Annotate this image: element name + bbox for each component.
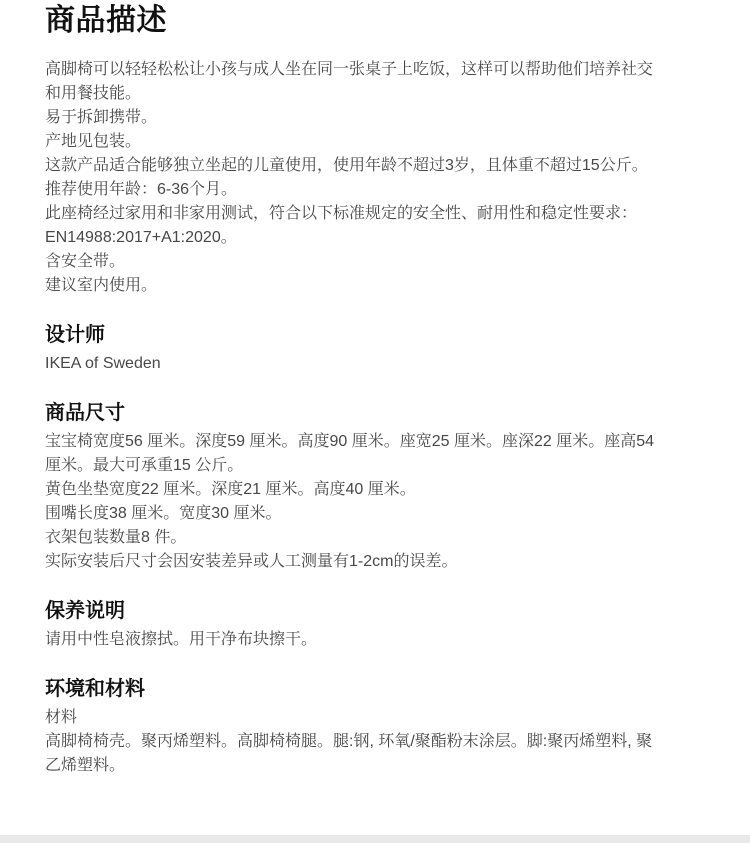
materials-heading: 环境和材料 bbox=[45, 678, 145, 700]
description-line: 建议室内使用。 bbox=[45, 277, 158, 294]
section-divider bbox=[0, 835, 750, 843]
description-line: 这款产品适合能够独立坐起的儿童使用，使用年龄不超过3岁，且体重不超过15公斤。 bbox=[45, 157, 648, 174]
materials-label: 材料 bbox=[45, 709, 78, 726]
description-line: 高脚椅可以轻轻松松让小孩与成人坐在同一张桌子上吃饭，这样可以帮助他们培养社交和用餐技能。 bbox=[45, 61, 654, 102]
description-line: 产地见包装。 bbox=[45, 133, 142, 150]
description-line: 含安全带。 bbox=[45, 253, 126, 270]
dimension-line: 围嘴长度38 厘米。宽度30 厘米。 bbox=[45, 505, 282, 522]
description-line: 易于拆卸携带。 bbox=[45, 109, 158, 126]
designer-heading: 设计师 bbox=[45, 324, 105, 346]
description-line: 推荐使用年龄：6-36个月。 bbox=[45, 181, 238, 198]
description-section bbox=[45, 58, 657, 298]
dimension-line: 实际安装后尺寸会因安装差异或人工测量有1-2cm的误差。 bbox=[45, 553, 458, 570]
description-line: 此座椅经过家用和非家用测试，符合以下标准规定的安全性、耐用性和稳定性要求：EN14988:2017+A1:2020。 bbox=[45, 205, 638, 246]
dimensions-section bbox=[45, 400, 657, 574]
care-heading: 保养说明 bbox=[45, 600, 125, 622]
dimension-line: 黄色坐垫宽度22 厘米。深度21 厘米。高度40 厘米。 bbox=[45, 481, 416, 498]
care-line: 请用中性皂液擦拭。用干净布块擦干。 bbox=[45, 631, 318, 648]
care-section bbox=[45, 598, 657, 652]
designer-section bbox=[45, 322, 657, 376]
materials-section bbox=[45, 676, 657, 778]
materials-line: 高脚椅椅壳。聚丙烯塑料。高脚椅椅腿。腿:钢, 环氧/聚酯粉末涂层。脚:聚丙烯塑料, 聚乙烯塑料。 bbox=[45, 733, 653, 774]
dimension-line: 衣架包装数量8 件。 bbox=[45, 529, 187, 546]
page-title: 商品描述 bbox=[45, 4, 167, 37]
designer-name: IKEA of Sweden bbox=[45, 355, 161, 372]
dimension-line: 宝宝椅宽度56 厘米。深度59 厘米。高度90 厘米。座宽25 厘米。座深22 厘米。座高54 厘米。最大可承重15 公斤。 bbox=[45, 433, 655, 474]
dimensions-heading: 商品尺寸 bbox=[45, 402, 125, 424]
